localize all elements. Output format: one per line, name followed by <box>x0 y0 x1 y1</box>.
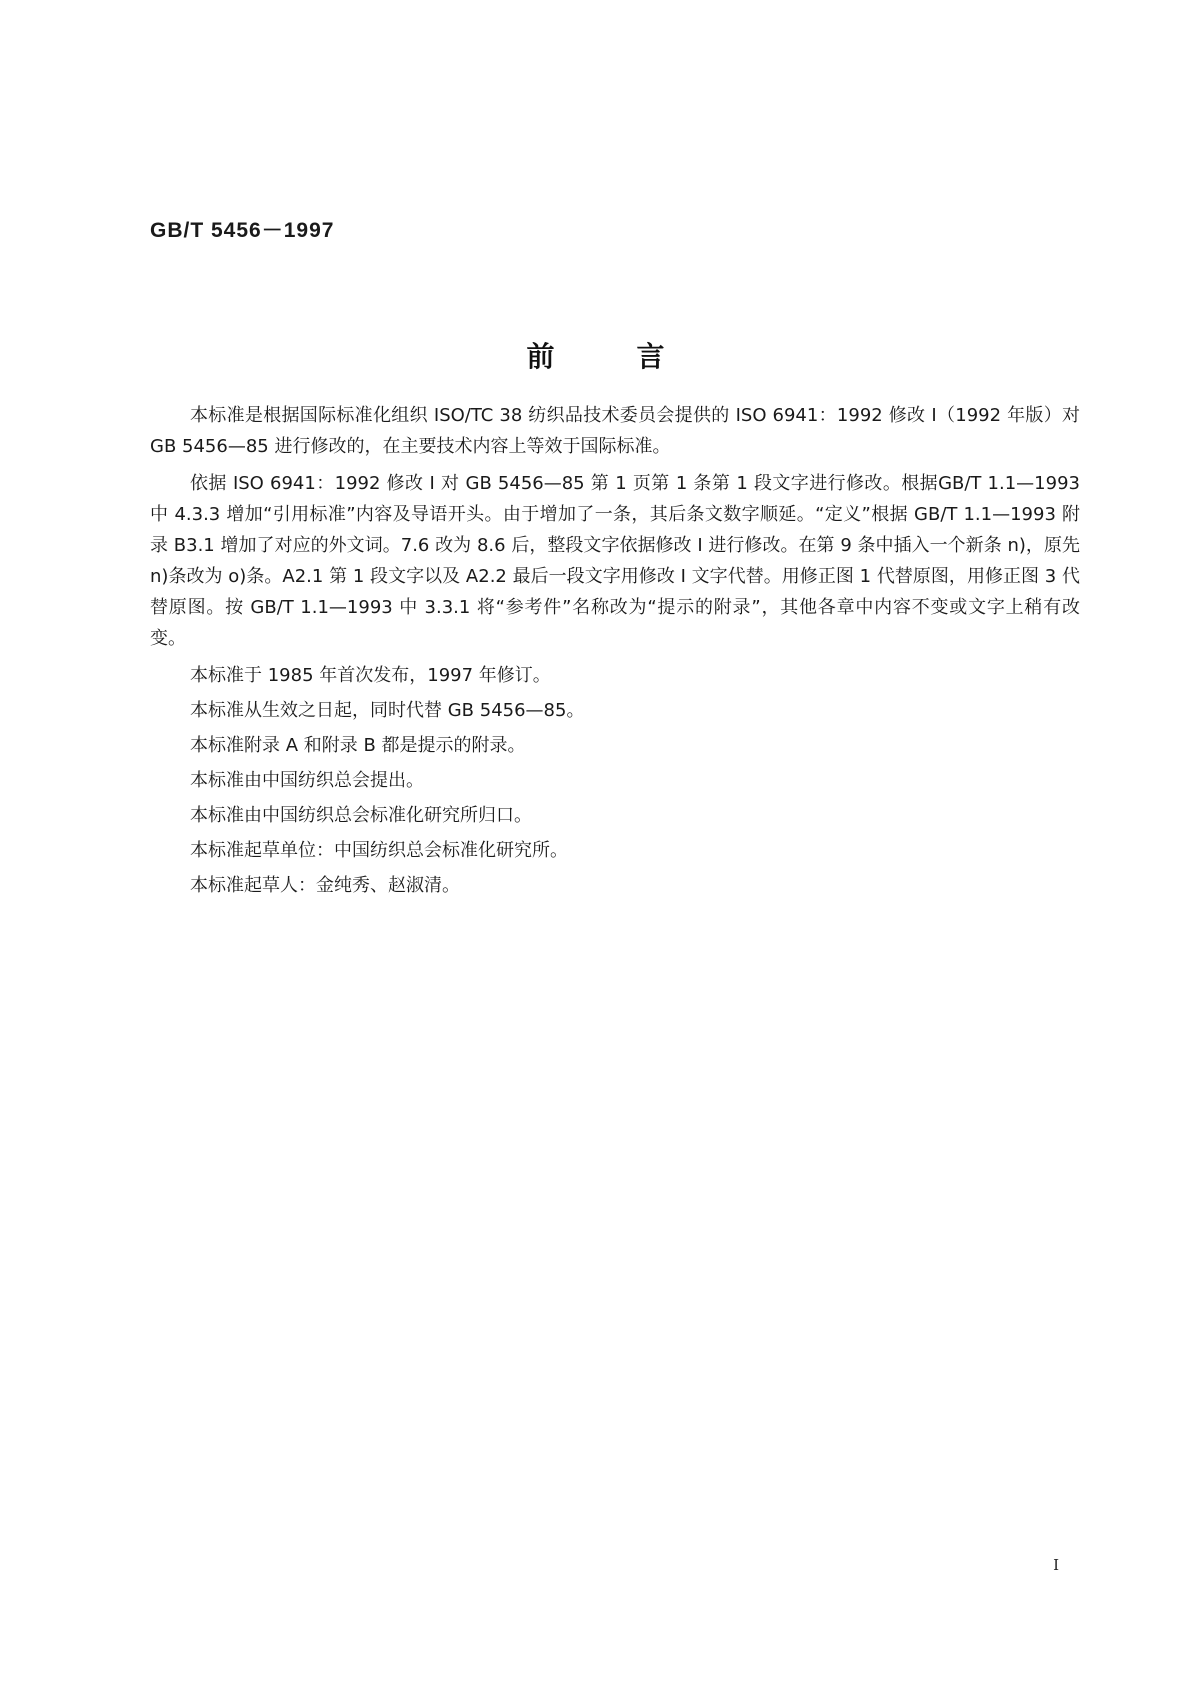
paragraph: 本标准由中国纺织总会提出。 <box>190 770 424 791</box>
paragraph: 本标准附录 A 和附录 B 都是提示的附录。 <box>190 735 526 756</box>
page-number: I <box>1053 1556 1059 1574</box>
paragraph: 本标准从生效之日起，同时代替 GB 5456—85。 <box>190 700 585 721</box>
paragraph: 本标准由中国纺织总会标准化研究所归口。 <box>190 805 532 826</box>
standard-code: GB/T 5456－1997 <box>150 219 335 242</box>
paragraph: 依据 ISO 6941：1992 修改 I 对 GB 5456—85 第 1 页第 1 条第 1 段文字进行修改。根据GB/T 1.1—1993 中 4.3.3 增加“引用标准”内容及导语开头。由于增加了一条，其后条文数字顺延。“定义”根据 GB/T 1.1—1993 附录 B3.1 增加了对应的外文词。7.6 改为 8.6 后，整段文字依据修改 I 进行修改。在第 9 条中插入一个新条 n)，原先 n)条改为 o)条。A2.1 第 1 段文字以及 A2.2 最后一段文字用修改 I 文字代替。用修正图 1 代替原图，用修正图 3 代替原图。按 GB/T 1.1—1993 中 3.3.1 将“参考件”名称改为“提示的附录”，其他各章中内容不变或文字上稍有改变。 <box>150 473 1080 649</box>
page-title: 前言 <box>526 340 747 373</box>
paragraph: 本标准于 1985 年首次发布，1997 年修订。 <box>190 665 551 686</box>
paragraph: 本标准是根据国际标准化组织 ISO/TC 38 纺织品技术委员会提供的 ISO 6941：1992 修改 I（1992 年版）对 GB 5456—85 进行修改的，在主要技术内容上等效于国际标准。 <box>150 405 1080 457</box>
paragraph: 本标准起草人：金纯秀、赵淑清。 <box>190 875 460 896</box>
preface-body <box>150 400 1080 905</box>
paragraph: 本标准起草单位：中国纺织总会标准化研究所。 <box>190 840 568 861</box>
